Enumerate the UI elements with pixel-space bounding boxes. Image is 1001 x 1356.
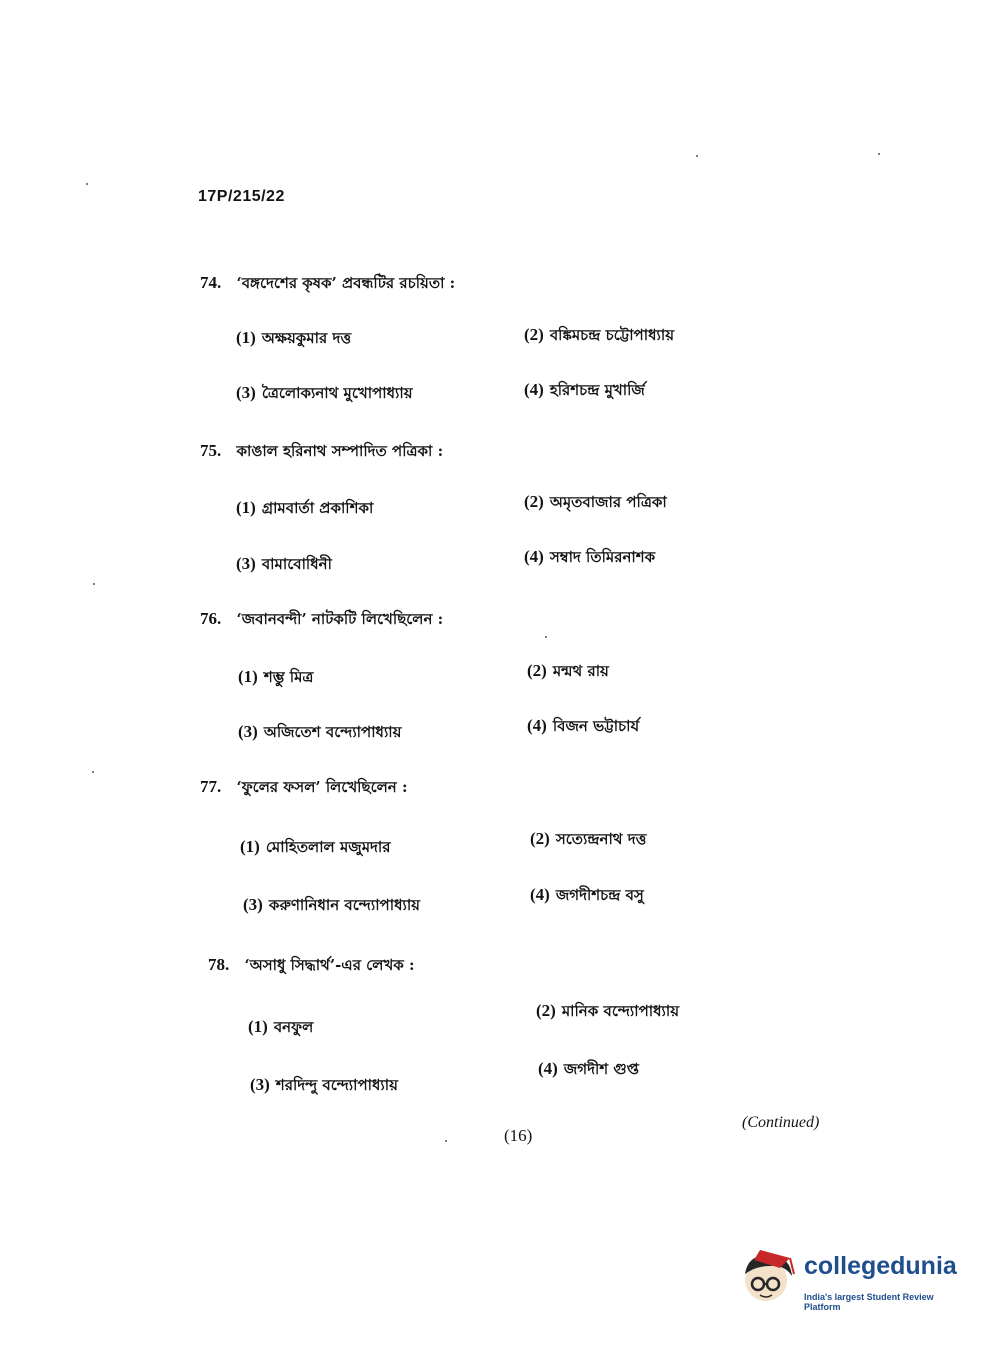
option-4: (4) জগদীশ গুপ্ত — [538, 1059, 639, 1078]
question-number: 76. — [200, 609, 222, 628]
student-mascot-icon — [740, 1246, 798, 1308]
option-4: (4) বিজন ভট্টাচার্য — [527, 716, 640, 735]
question-text: ‘জবানবন্দী’ নাটকটি লিখেছিলেন : — [236, 610, 444, 628]
option-4: (4) হরিশচন্দ্র মুখার্জি — [524, 380, 645, 399]
paper-code: 17P/215/22 — [198, 188, 285, 205]
collegedunia-watermark — [740, 1244, 970, 1314]
scan-speck — [545, 636, 547, 638]
scan-speck — [878, 153, 880, 155]
option-4: (4) জগদীশচন্দ্র বসু — [530, 885, 644, 904]
scan-speck — [86, 183, 88, 185]
question-number: 75. — [200, 441, 222, 460]
question-text: ‘বঙ্গদেশের কৃষক’ প্রবন্ধটির রচয়িতা : — [236, 274, 456, 292]
option-2: (2) মানিক বন্দ্যোপাধ্যায় — [536, 1001, 680, 1020]
option-3: (3) করুণানিধান বন্দ্যোপাধ্যায় — [243, 895, 421, 914]
option-2: (2) সত্যেন্দ্রনাথ দত্ত — [530, 829, 647, 848]
question-text: ‘ফুলের ফসল’ লিখেছিলেন : — [236, 778, 408, 796]
scan-speck — [445, 1140, 447, 1142]
question-number: 77. — [200, 777, 222, 796]
option-1: (1) শম্ভু মিত্র — [238, 667, 314, 686]
option-1: (1) অক্ষয়কুমার দত্ত — [236, 328, 352, 347]
option-3: (3) ত্রৈলোক্যনাথ মুখোপাধ্যায় — [236, 383, 413, 402]
question-number: 78. — [208, 955, 230, 974]
scan-speck — [92, 771, 94, 773]
question-number: 74. — [200, 273, 222, 292]
option-1: (1) বনফুল — [248, 1017, 314, 1036]
option-3: (3) বামাবোধিনী — [236, 554, 332, 573]
continued-note: (Continued) — [742, 1114, 820, 1131]
option-2: (2) অমৃতবাজার পত্রিকা — [524, 492, 667, 511]
option-1: (1) গ্রামবার্তা প্রকাশিকা — [236, 498, 374, 517]
option-1: (1) মোহিতলাল মজুমদার — [240, 837, 391, 856]
option-3: (3) অজিতেশ বন্দ্যোপাধ্যায় — [238, 722, 402, 741]
option-4: (4) সম্বাদ তিমিরনাশক — [524, 547, 656, 566]
brand-tagline: India's largest Student Review Platform — [804, 1292, 934, 1312]
page-number: (16) — [504, 1126, 533, 1145]
scan-speck — [93, 583, 95, 585]
option-2: (2) বঙ্কিমচন্দ্র চট্টোপাধ্যায় — [524, 325, 675, 344]
question-text: কাঙাল হরিনাথ সম্পাদিত পত্রিকা : — [236, 442, 444, 460]
option-3: (3) শরদিন্দু বন্দ্যোপাধ্যায় — [250, 1075, 398, 1094]
question-text: ‘অসাধু সিদ্ধার্থ’-এর লেখক : — [244, 956, 415, 974]
option-2: (2) মন্মথ রায় — [527, 661, 609, 680]
brand-name: collegedunia — [804, 1252, 957, 1280]
scan-speck — [696, 155, 698, 157]
